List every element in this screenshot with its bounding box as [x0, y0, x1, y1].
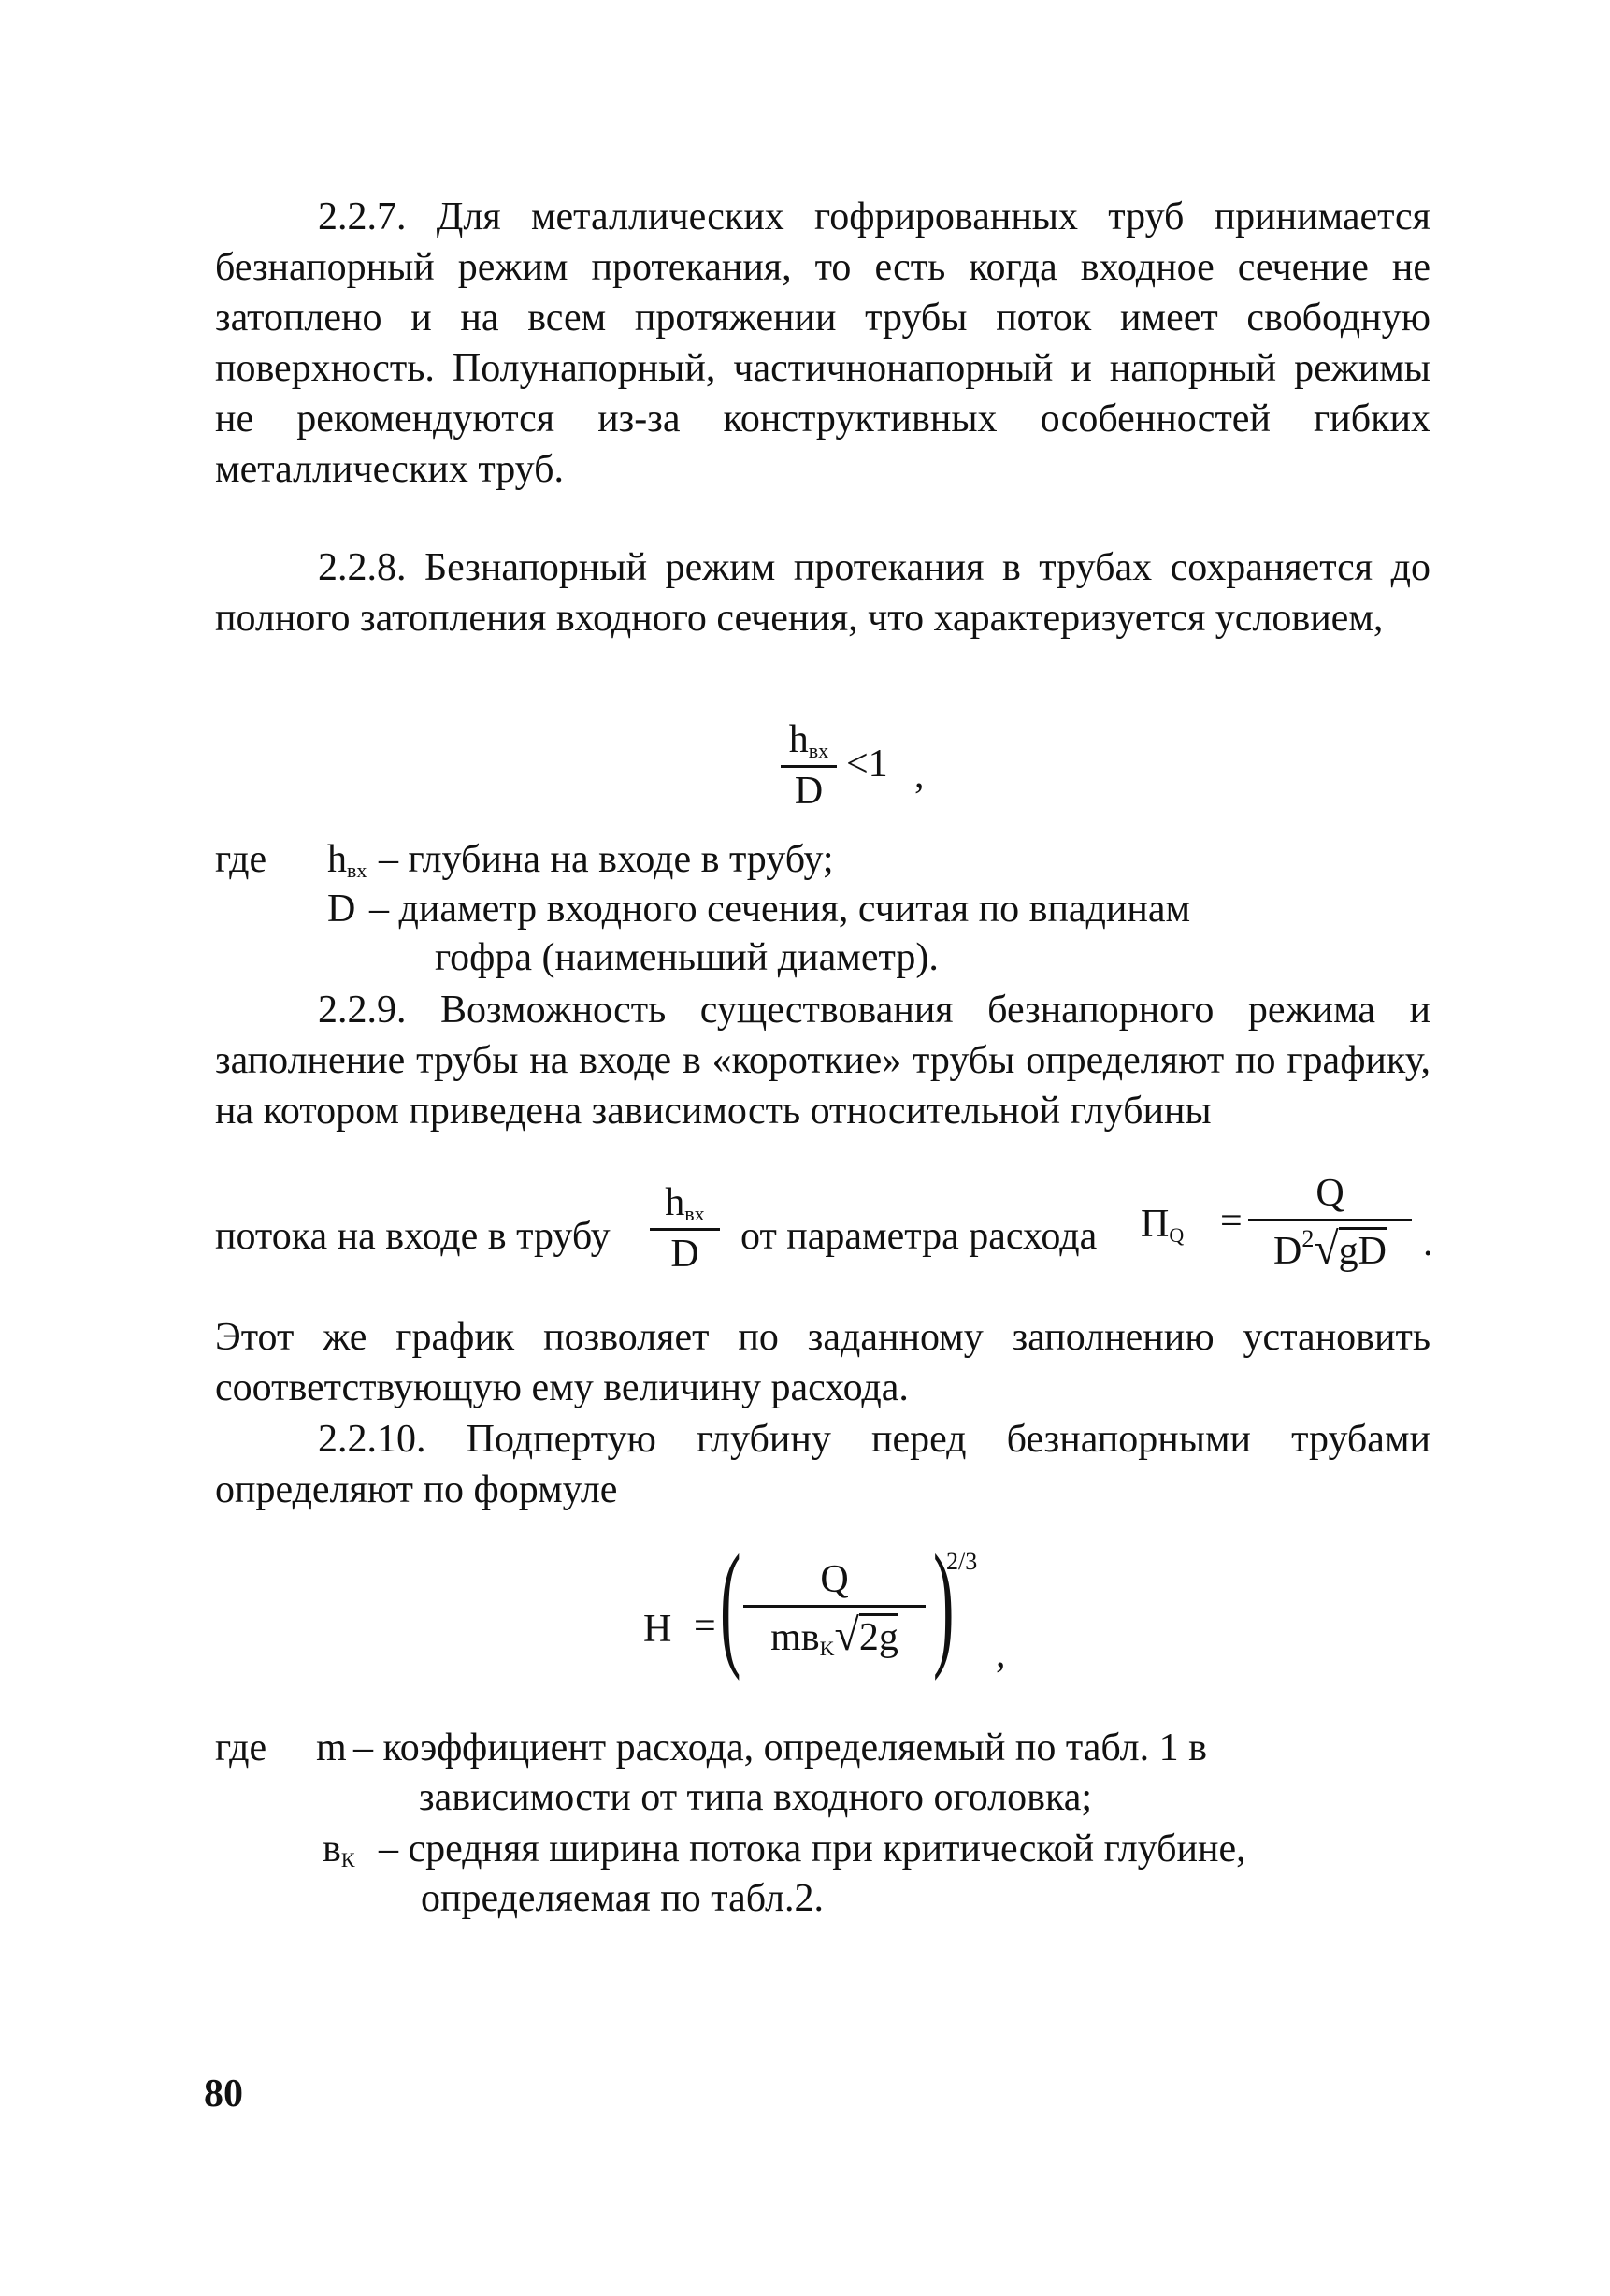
paragraph-2-2-10 — [215, 1414, 1430, 1515]
paragraph-text: 2.2.8. Безнапорный режим протекания в трубах сохраняется до полного затопления входного сечения, что характеризуется условием, — [215, 546, 1430, 640]
v-subscript: К — [340, 1848, 355, 1871]
fraction — [650, 1183, 720, 1274]
fraction-bar — [1248, 1219, 1412, 1221]
fraction-numerator — [650, 1183, 720, 1224]
sqrt-icon: √ — [834, 1610, 859, 1660]
sqrt-radicand: gD — [1339, 1227, 1387, 1273]
h-symbol: h — [327, 838, 347, 881]
fraction-denominator — [743, 1610, 926, 1660]
paragraph-2-2-7 — [215, 192, 1430, 495]
paragraph-2-2-9-end — [215, 1312, 1430, 1413]
fraction-numerator: Q — [1315, 1172, 1344, 1215]
left-paren-icon: ( — [720, 1526, 741, 1682]
where-label: где — [215, 838, 267, 881]
h-subscript: вх — [684, 1202, 705, 1225]
paragraph-text: 2.2.9. Возможность существования безнапорного режима и заполнение трубы на входе в «короткие» трубы определяют по графику, на котором приведена зависимость относительной глубины — [215, 989, 1430, 1133]
pi-subscript: Q — [1169, 1223, 1185, 1247]
where-m-definition-cont: зависимости от типа входного оголовка; — [419, 1776, 1093, 1819]
h-subscript: вх — [347, 859, 367, 882]
fraction — [1248, 1174, 1412, 1272]
paragraph-text: 2.2.7. Для металлических гофрированных труб принимается безнапорный режим протекания, то есть когда входное сечение не затоплено и на всем протяжении трубы поток имеет свободную поверхность. Полунапорный, частичнонапорный и напорный режимы не рекомендуются из-за конструктивных особенностей гибких металлических труб. — [215, 195, 1430, 491]
sqrt-radicand: 2g — [859, 1613, 898, 1659]
pi-symbol: П — [1141, 1203, 1170, 1246]
pi-q-symbol — [1141, 1202, 1184, 1248]
fraction-denominator — [1248, 1224, 1412, 1274]
b-subscript: K — [819, 1637, 835, 1660]
where-m-definition: – коэффициент расхода, определяемый по табл. 1 в — [353, 1726, 1207, 1769]
formula-comma: , — [996, 1633, 1006, 1676]
exponent: 2/3 — [946, 1548, 978, 1575]
sqrt-icon: √ — [1314, 1224, 1339, 1274]
where-d-symbol: D — [327, 888, 356, 931]
right-paren-icon: ) — [933, 1526, 955, 1682]
paragraph-text: 2.2.10. Подпертую глубину перед безнапорными трубами определяют по формуле — [215, 1418, 1430, 1511]
where-h-definition: – глубина на входе в трубу; — [379, 838, 834, 881]
where-m-symbol: m — [316, 1726, 347, 1769]
page-number: 80 — [204, 2072, 243, 2115]
v-symbol: в — [323, 1827, 341, 1870]
m-b-symbol: mв — [770, 1616, 820, 1659]
equals-sign: = — [1220, 1200, 1243, 1243]
fraction — [781, 720, 837, 811]
relation: <1 — [846, 743, 888, 786]
line-middle: от параметра расхода — [740, 1215, 1098, 1258]
fraction-denominator: D — [794, 770, 824, 813]
h-symbol: h — [665, 1181, 685, 1224]
paragraph-2-2-8 — [215, 542, 1430, 643]
formula-comma: , — [914, 754, 925, 797]
where-h-symbol — [327, 837, 367, 883]
where-d-definition: – диаметр входного сечения, считая по впадинам — [369, 888, 1191, 931]
fraction — [743, 1560, 926, 1659]
d-symbol: D — [1272, 1230, 1302, 1273]
where-v-definition-cont: определяемая по табл.2. — [421, 1877, 825, 1920]
fraction-numerator — [781, 720, 837, 761]
paragraph-text: Этот же график позволяет по заданному заполнению установить соответствующую ему величину расхода. — [215, 1316, 1430, 1409]
equals-sign: = — [694, 1605, 716, 1648]
fraction-bar — [650, 1228, 720, 1231]
where-v-symbol — [323, 1827, 355, 1872]
h-subscript: вх — [808, 739, 829, 762]
fraction-denominator: D — [670, 1233, 699, 1276]
line-period: . — [1423, 1221, 1433, 1264]
h-symbol: h — [788, 718, 809, 761]
h-symbol: H — [643, 1608, 672, 1651]
d-exponent: 2 — [1301, 1225, 1315, 1252]
paragraph-2-2-9 — [215, 985, 1430, 1136]
line-prefix: потока на входе в трубу — [215, 1215, 611, 1258]
where-v-definition: – средняя ширина потока при критической глубине, — [379, 1827, 1246, 1870]
fraction-bar — [743, 1605, 926, 1608]
fraction-numerator: Q — [820, 1558, 849, 1601]
where-d-definition-cont: гофра (наименьший диаметр). — [435, 936, 939, 979]
fraction-bar — [781, 765, 837, 768]
where-label: где — [215, 1726, 267, 1769]
